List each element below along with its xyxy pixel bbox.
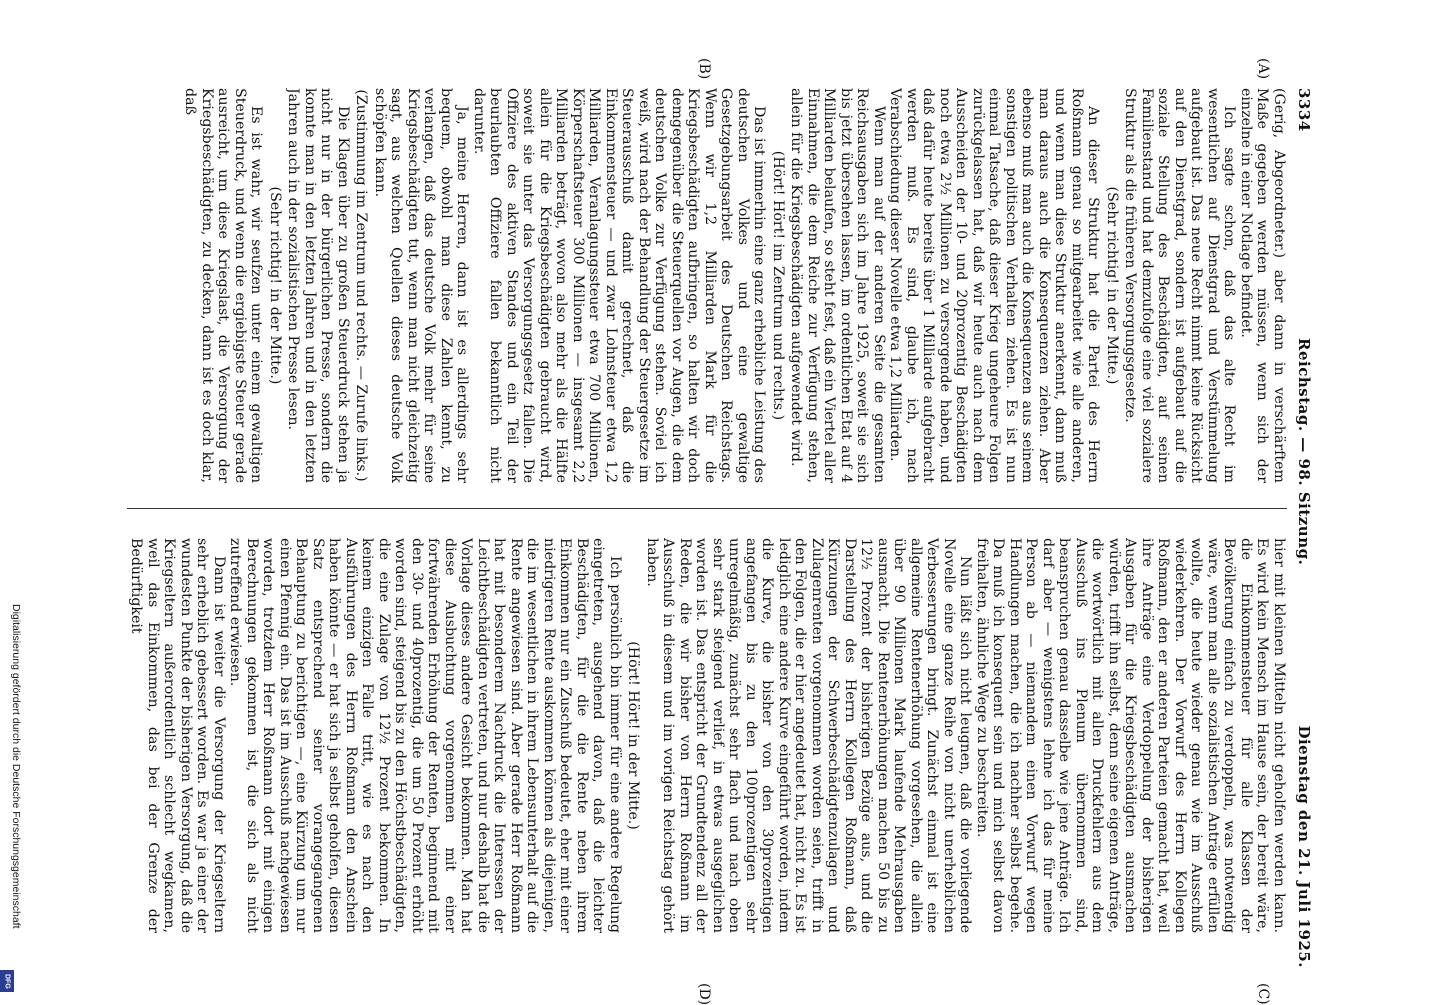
paragraph: Wenn man auf der anderen Seite die gesamten Reichsausgaben sich im Jahre 1925, soweit sie sich bis jetzt übersehen lassen, im ordentlichen Etat auf 4 Milliarden belaufen, so steht fest, daß ein Viertel aller Einnahmen, die dem Reiche zur Verfügung stehen, allein für die Kriegsbeschädigten aufgewendet wird. (788, 88, 887, 483)
paragraph: Dann ist weiter die Versorgung der Kriegseltern sehr erheblich gebessert worden. Es war ja einer der wundesten Punkte der bisherigen Versorgung, daß die Kriegseltern außerordentlich schlecht wegkamen, weil das Einkommen, das bei der Grenze der Bedürftigkeit (128, 538, 227, 933)
interjection: (Hört! Hört! im Zentrum und rechts.) (770, 150, 786, 421)
paragraph: Das ist immerhin eine ganz erhebliche Leistung des deutschen Volkes und eine gewaltige Gesetzgebungsarbeit des Deutschen Reichstags. Wenn wir 1,2 Milliarden Mark für die Kriegsbeschädigten aufbringen, so halten wir doch demgegenüber die Steuerquellen vor Augen, die dem deutschen Volke zur Verfügung stehen. Soviel ich weiß, wird nach der Behandlung der Steuergesetze im Steuerausschuß damit gerechnet, daß die Einkommensteuer — und zwar Lohnsteuer etwa 1,2 Milliarden, Veranlagungssteuer etwa 700 Millionen, Körperschaftsteuer 300 Millionen — insgesamt 2,2 Milliarden beträgt, wovon also mehr als die Hälfte allein für die Kriegsbeschädigten gebraucht wird, soweit sie unter das Versorgungsgesetz fallen. Die Offiziere des aktiven Standes und ein Teil der beurlaubten Offiziere fallen bekanntlich nicht darunter. (471, 88, 768, 483)
margin-marker-d: (D) (696, 983, 712, 1005)
interjection: (Sehr richtig! in der Mitte.) (1104, 186, 1120, 385)
paragraph: An dieser Struktur hat die Partei des Herrn Roßmann genau so mitgearbeitet wie alle anderen, und wenn man diese Struktur anerkennt, dann muß man daraus auch die Konsequenzen ziehen. Aber ebenso muß man auch die Konsequenzen aus seinem sonstigen politischen Verhalten ziehen. Es ist nun einmal Tatsache, daß dieser Krieg ungeheure Folgen zurückgelassen hat, daß wir heute auch nach dem Ausscheiden der 10- und 20prozentig Beschädigten noch etwa 2½ Millionen zu versorgende haben, und daß dafür heute bereits über 1 Milliarde aufgebracht werden muß. Es sind, glaube ich, nach Verabschiedung dieser Novelle etwa 1,2 Milliarden. (887, 88, 1102, 483)
right-column (117, 538, 1287, 933)
paragraph: Ja, meine Herren, dann ist es allerdings sehr bequem, obwohl man diese Zahlen kennt, zu verlangen, daß das deutsche Volk mehr für seine Kriegsbeschädigten tut, wenn man nicht gleichzeitig sagt, aus welchen Quellen dieses deutsche Volk schöpfen kann. (372, 88, 471, 483)
paragraph: hier mit kleinen Mitteln nicht geholfen werden kann. Es wird kein Mensch im Hause sein, der bereit wäre, die Einkommensteuer für alle Klassen der Bevölkerung einfach zu verdoppeln, was notwendig wäre, wenn man alle sozialistischen Anträge erfüllen wollte, die heute wieder genau wie im Ausschuß wiederkehren. Der Vorwurf des Herrn Kollegen Roßmann, den er anderen Parteien gemacht hat, weil ihre Anträge eine Verdoppelung der bisherigen Ausgaben für die Kriegsbeschädigten ausmachen würden, trifft ihn selbst, denn seine eigenen Anträge, die wortwörtlich mit allen Druckfehlern aus dem Ausschuß ins Plenum übernommen sind, beanspruchen genau dasselbe wie jene Anträge. Ich darf aber — wenigstens lehne ich das für meine Person ab — niemandem einen Vorwurf wegen Handlungen machen, die ich nachher selbst begehe. Da muß ich konsequent sein und mich selbst davon freihalten, ähnliche Wege zu beschreiten. (974, 538, 1287, 933)
paragraph: Nun läßt sich nicht leugnen, daß die vorliegende Novelle eine ganze Reihe von nicht unerheblichen Verbesserungen bringt. Zunächst einmal ist eine allgemeine Rentenerhöhung vorgesehen, die allein über 90 Millionen Mark laufende Mehrausgaben ausmacht. Die Rentenerhöhungen machen 50 bis zu 12½ Prozent der bisherigen Bezüge aus, und die Darstellung des Herrn Kollegen Roßmann, daß Kürzungen der Schwerbeschädigtenzulagen und Zulagenrenten vorgenommen worden seien, trifft in den Folgen, die er hier angedeutet hat, nicht zu. Es ist lediglich eine andere Kurve eingeführt worden, indem die Kurve, die bisher von den 30prozentigen angefangen bis zu den 100prozentigen sehr unregelmäßig, zunächst sehr flach und nach oben sehr stark steigend verlief, in etwas ausgeglichen worden ist. Das entspricht der Grundtendenz all der Reden, die wir bisher von Herrn Roßmann im Ausschuß in diesem und im vorigen Reichstag gehört haben. (644, 538, 974, 933)
left-column (117, 88, 1287, 483)
interjection: (Sehr richtig! in der Mitte.) (267, 186, 283, 385)
paragraph: Ich sagte schon, daß das alte Recht im wesentlichen auf Dienstgrad und Verstümmelung aufgebaut ist. Das neue Recht nimmt keine Rücksicht auf den Dienstgrad, sondern ist aufgebaut auf die soziale Stellung des Beschädigten, auf seinen Familienstand und hat demzufolge eine viel sozialere Struktur als die früheren Versorgungsgesetze. (1122, 88, 1238, 483)
page-number: 3334 (1295, 88, 1313, 132)
paragraph: Die Klagen über zu großen Steuerdruck stehen ja nicht nur in der bürgerlichen Presse, sondern die konnte man in den letzten Jahren und in den letzten Jahren auch in der sozialistischen Presse lesen. (285, 88, 351, 483)
margin-marker-c: (C) (1255, 983, 1271, 1005)
interjection: (Hört! Hört! in der Mitte.) (625, 641, 642, 830)
column-divider (127, 508, 1287, 509)
paragraph: Es ist wahr, wir seufzen unter einem gewaltigen Steuerdruck, und wenn die ergiebigste Steuer gerade ausreicht, um diese Kriegslast, die Versorgung der Kriegsbeschädigten, zu decken, dann ist es doch klar, daß (182, 88, 265, 483)
rotated-page (97, 58, 1317, 1005)
page-title: Reichstag. — 98. Sitzung. (1295, 338, 1313, 566)
paragraph: (Gerig, Abgeordneter.) aber dann in verschärftem Maße gegeben werden müssen, wenn sich der einzelne in einer Notlage befindet. (1238, 88, 1287, 483)
session-date: Dienstag den 21. Juli 1925. (1295, 725, 1313, 968)
margin-marker-a: (A) (1255, 58, 1271, 80)
digitization-credit: Digitalisierung gefördert durch die Deutsche Forschungsgemeinschaft (10, 604, 22, 929)
paragraph: Ich persönlich bin immer für eine andere Regelung eingetreten, ausgehend davon, daß die leichter Beschädigten, für die die Rente neben ihrem Einkommen nur ein Zuschuß bedeutet, eher mit einer niedrigeren Rente auskommen können als diejenigen, die im wesentlichen in ihrem Lebensunterhalt auf die Rente angewiesen sind. Aber gerade Herr Roßmann hat mit besonderem Nachdruck die Interessen der Leichtbeschädigten vertreten, und nur deshalb hat die Vorlage dieses andere Gesicht bekommen. Man hat diese Ausbuchtung vorgenommen mit einer fortwährenden Erhöhung der Renten, beginnend mit den 30- und 40prozentig, die um 50 Prozent erhöht worden sind, steigend bis zu den Höchstbeschädigten, die eine Zulage von 12½ Prozent bekommen. In keinem einzigen Falle tritt, wie es nach den Ausführungen des Herrn Roßmann den Anschein haben könnte — er hat sich ja selbst geholfen, diesen Satz entsprechend seiner vorangegangenen Behauptung zu berichtigen —, eine Kürzung um nur einen Pfennig ein. Das ist im Ausschuß nachgewiesen worden, trotzdem Herr Roßmann dort mit einigen Berechnungen gekommen ist, die sich als nicht zutreffend erwiesen. (227, 538, 623, 933)
margin-marker-b: (B) (696, 58, 712, 80)
interjection: (Zustimmung im Zentrum und rechts. — Zurufe links.) (353, 89, 370, 482)
dfg-logo-icon: DFG (0, 970, 14, 992)
page-header (1287, 88, 1317, 968)
